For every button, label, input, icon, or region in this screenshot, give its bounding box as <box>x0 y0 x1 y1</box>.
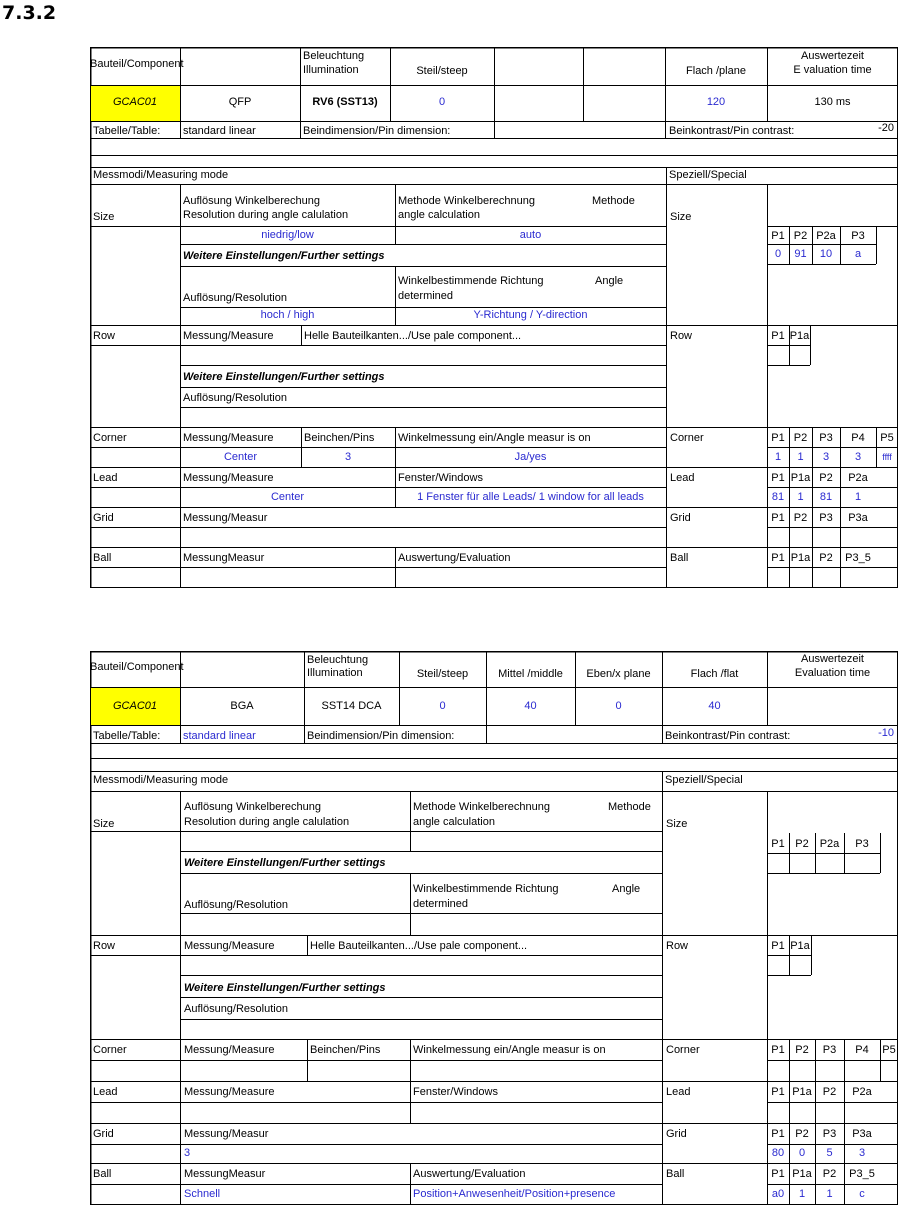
res-angle-label-en: Resolution during angle calulation <box>183 209 349 221</box>
size-label: Size <box>93 211 115 223</box>
corner-param-value: ffff <box>882 452 892 462</box>
ball-label: Ball <box>93 552 112 564</box>
illumination-header-en: Illumination <box>307 667 363 679</box>
method-label-tail: Methode <box>608 801 651 813</box>
special-ball-label: Ball <box>670 552 689 564</box>
direction-label-de: Winkelbestimmende Richtung <box>413 883 559 895</box>
middle-value: 40 <box>524 700 537 712</box>
row-param: P1a <box>790 940 810 952</box>
size-param: P1 <box>771 230 785 242</box>
corner-angle-value: Ja/yes <box>514 451 547 463</box>
lead-param-value: 1 <box>797 491 804 503</box>
lead-measure-label: Messung/Measure <box>184 1086 275 1098</box>
eval-header-de: Auswertezeit <box>801 653 864 665</box>
direction-label-en: determined <box>413 898 469 910</box>
grid-param: P3a <box>848 512 868 524</box>
method-label-de: Methode Winkelberechnung <box>413 801 550 813</box>
ball-measure-label: MessungMeasur <box>184 1168 266 1180</box>
grid-param-value: 3 <box>858 1147 866 1159</box>
pin-contrast-label: Beinkontrast/Pin contrast: <box>665 730 791 742</box>
method-label-en: angle calculation <box>398 209 480 221</box>
ball-param: P1 <box>771 552 785 564</box>
ball-measure-value: Schnell <box>184 1188 221 1200</box>
pin-dimension-label: Beindimension/Pin dimension: <box>307 730 455 742</box>
corner-label: Corner <box>93 1044 127 1056</box>
lead-param: P1a <box>792 1086 812 1098</box>
table-label: Tabelle/Table: <box>93 730 161 742</box>
flat-header: Flach /flat <box>690 668 739 680</box>
table-label: Tabelle/Table: <box>93 125 161 137</box>
lead-windows-value: 1 Fenster für alle Leads/ 1 window for all leads <box>417 491 644 503</box>
grid-label: Grid <box>93 512 114 524</box>
grid-param-value: 5 <box>826 1147 833 1159</box>
grid-param: P2 <box>795 1128 809 1140</box>
row-measure-label: Messung/Measure <box>184 940 275 952</box>
eval-header-de: Auswertezeit <box>801 50 864 62</box>
pin-contrast-value: -10 <box>878 727 894 739</box>
grid-measure-label: Messung/Measur <box>184 1128 269 1140</box>
grid-label: Grid <box>93 1128 114 1140</box>
table-value: standard linear <box>183 730 256 742</box>
res-angle-label-en: Resolution during angle calulation <box>184 816 350 828</box>
bga-settings-table <box>90 651 898 1205</box>
corner-param-value: 3 <box>822 451 830 463</box>
ball-param: P3_5 <box>849 1168 875 1180</box>
corner-param: P2 <box>795 1044 809 1056</box>
corner-measure-label: Messung/Measure <box>184 1044 275 1056</box>
row-further-settings-label: Weitere Einstellungen/Further settings <box>184 982 386 994</box>
size-param: P2 <box>795 838 809 850</box>
res-angle-value: niedrig/low <box>261 229 314 241</box>
flat-value: 40 <box>708 700 721 712</box>
special-lead-label: Lead <box>670 472 695 484</box>
illumination-header-de: Beleuchtung <box>307 654 369 666</box>
corner-param: P4 <box>855 1044 869 1056</box>
corner-pins-label: Beinchen/Pins <box>304 432 375 444</box>
steep-header: Steil/steep <box>416 668 469 680</box>
corner-param: P2 <box>793 432 808 444</box>
size-param: P2a <box>816 230 836 242</box>
resolution-value: hoch / high <box>260 309 315 321</box>
size-param: P3 <box>851 230 865 242</box>
resolution-label: Auflösung/Resolution <box>184 899 288 911</box>
lead-param-value: 81 <box>771 491 785 503</box>
illumination-value: SST14 DCA <box>321 700 382 712</box>
corner-param: P1 <box>771 1044 785 1056</box>
ball-eval-label: Auswertung/Evaluation <box>398 552 511 564</box>
ball-param: P2 <box>819 552 833 564</box>
method-label-en: angle calculation <box>413 816 495 828</box>
steep-value: 0 <box>439 700 446 712</box>
corner-param: P4 <box>851 432 865 444</box>
grid-param: P1 <box>771 512 785 524</box>
size-param-value: 0 <box>774 248 782 260</box>
ball-param-value: a0 <box>771 1188 785 1200</box>
table-value: standard linear <box>183 125 256 137</box>
method-label-tail: Methode <box>592 195 635 207</box>
ball-param: P1a <box>792 1168 812 1180</box>
qfp-settings-table <box>90 47 898 588</box>
lead-param-value: 81 <box>819 491 833 503</box>
steep-value: 0 <box>438 96 446 108</box>
corner-label: Corner <box>93 432 127 444</box>
package-type: QFP <box>228 96 252 108</box>
pin-dimension-label: Beindimension/Pin dimension: <box>303 125 451 137</box>
special-grid-label: Grid <box>666 1128 687 1140</box>
corner-angle-label: Winkelmessung ein/Angle measur is on <box>413 1044 606 1056</box>
direction-label-en: determined <box>398 290 454 302</box>
component-code: GCAC01 <box>112 700 158 712</box>
special-row-label: Row <box>666 940 689 952</box>
lead-param: P2 <box>819 472 833 484</box>
special-label: Speziell/Special <box>669 169 747 181</box>
measuring-mode-label: Messmodi/Measuring mode <box>93 774 229 786</box>
row-measure-label: Messung/Measure <box>183 330 274 342</box>
lead-param: P1 <box>771 472 785 484</box>
lead-param-value: 1 <box>854 491 862 503</box>
component-code: GCAC01 <box>112 96 158 108</box>
row-label: Row <box>93 940 116 952</box>
pin-contrast-value: -20 <box>878 122 894 134</box>
ball-param-value: 1 <box>798 1188 806 1200</box>
middle-header: Mittel /middle <box>498 668 563 680</box>
pale-component-label: Helle Bauteilkanten.../Use pale component... <box>310 940 528 952</box>
special-grid-label: Grid <box>670 512 691 524</box>
measuring-mode-label: Messmodi/Measuring mode <box>93 169 229 181</box>
flat-header: Flach /plane <box>686 65 746 77</box>
steep-header: Steil/steep <box>416 65 468 77</box>
grid-param-value: 0 <box>798 1147 806 1159</box>
corner-param-value: 3 <box>854 451 862 463</box>
corner-param-value: 1 <box>797 451 804 463</box>
size-param: P2 <box>793 230 808 242</box>
illumination-header-en: Illumination <box>303 64 359 76</box>
lead-windows-label: Fenster/Windows <box>413 1086 498 1098</box>
corner-pins-value: 3 <box>344 451 352 463</box>
ball-param: P3_5 <box>845 552 871 564</box>
illumination-header-de: Beleuchtung <box>303 50 365 62</box>
further-settings-label: Weitere Einstellungen/Further settings <box>184 857 386 869</box>
corner-param: P3 <box>819 432 833 444</box>
row-param: P1 <box>771 940 785 952</box>
row-param: P1 <box>771 330 785 342</box>
special-size-label: Size <box>666 818 688 830</box>
ball-param: P2 <box>822 1168 837 1180</box>
special-size-label: Size <box>670 211 692 223</box>
eben-header: Eben/x plane <box>586 668 651 680</box>
component-header: Bauteil/Component <box>90 661 184 673</box>
corner-param: P5 <box>882 1044 896 1056</box>
res-angle-label-de: Auflösung Winkelberechung <box>184 801 321 813</box>
size-label: Size <box>93 818 115 830</box>
res-angle-label-de: Auflösung Winkelberechung <box>183 195 320 207</box>
special-corner-label: Corner <box>670 432 704 444</box>
ball-label: Ball <box>93 1168 112 1180</box>
special-lead-label: Lead <box>666 1086 691 1098</box>
row-further-settings-label: Weitere Einstellungen/Further settings <box>183 371 385 383</box>
further-settings-label: Weitere Einstellungen/Further settings <box>183 250 385 262</box>
corner-angle-label: Winkelmessung ein/Angle measur is on <box>398 432 591 444</box>
package-type: BGA <box>230 700 254 712</box>
direction-label-de: Winkelbestimmende Richtung <box>398 275 544 287</box>
grid-param: P3 <box>819 512 833 524</box>
ball-measure-label: MessungMeasur <box>183 552 265 564</box>
pin-contrast-label: Beinkontrast/Pin contrast: <box>669 125 795 137</box>
method-value: auto <box>519 229 542 241</box>
direction-value: Y-Richtung / Y-direction <box>473 309 588 321</box>
lead-param: P2a <box>852 1086 872 1098</box>
ball-param: P1a <box>790 552 811 564</box>
eval-time-value: 130 ms <box>814 96 851 108</box>
grid-param-value: 80 <box>771 1147 785 1159</box>
corner-pins-label: Beinchen/Pins <box>310 1044 381 1056</box>
lead-param: P2a <box>848 472 868 484</box>
special-corner-label: Corner <box>666 1044 700 1056</box>
lead-measure-label: Messung/Measure <box>183 472 274 484</box>
ball-param-value: 1 <box>826 1188 833 1200</box>
size-param-value: 10 <box>819 248 833 260</box>
corner-param-value: 1 <box>774 451 782 463</box>
corner-measure-label: Messung/Measure <box>183 432 274 444</box>
eval-header-en: E valuation time <box>793 64 872 76</box>
ball-param: P1 <box>771 1168 785 1180</box>
size-param-value: 91 <box>794 248 807 260</box>
eben-value: 0 <box>615 700 622 712</box>
lead-windows-label: Fenster/Windows <box>398 472 483 484</box>
grid-param: P3 <box>822 1128 837 1140</box>
lead-measure-value: Center <box>270 491 305 503</box>
grid-param: P3a <box>852 1128 872 1140</box>
lead-param: P1 <box>771 1086 785 1098</box>
illumination-value: RV6 (SST13) <box>312 96 378 108</box>
lead-param: P1a <box>790 472 811 484</box>
corner-param: P3 <box>822 1044 837 1056</box>
grid-param: P2 <box>793 512 808 524</box>
size-param: P1 <box>771 838 785 850</box>
direction-label-tail: Angle <box>595 275 624 287</box>
section-number: 7.3.2 <box>2 2 57 24</box>
special-ball-label: Ball <box>666 1168 685 1180</box>
corner-measure-value: Center <box>223 451 258 463</box>
ball-param-value: c <box>859 1188 865 1200</box>
method-label-de: Methode Winkelberechnung <box>398 195 535 207</box>
lead-label: Lead <box>93 472 118 484</box>
size-param: P2a <box>819 838 840 850</box>
lead-param: P2 <box>822 1086 837 1098</box>
size-param-value: a <box>854 248 862 260</box>
row-resolution-label: Auflösung/Resolution <box>183 392 287 404</box>
corner-param: P5 <box>880 432 894 444</box>
ball-eval-label: Auswertung/Evaluation <box>413 1168 526 1180</box>
pale-component-label: Helle Bauteilkanten.../Use pale component... <box>304 330 522 342</box>
resolution-label: Auflösung/Resolution <box>183 292 287 304</box>
eval-header-en: Evaluation time <box>794 667 871 679</box>
grid-param: P1 <box>771 1128 785 1140</box>
ball-eval-value: Position+Anwesenheit/Position+presence <box>413 1188 616 1200</box>
special-row-label: Row <box>670 330 693 342</box>
corner-param: P1 <box>771 432 785 444</box>
grid-measure-value: 3 <box>184 1147 191 1159</box>
row-param: P1a <box>789 330 810 342</box>
flat-value: 120 <box>706 96 726 108</box>
lead-label: Lead <box>93 1086 118 1098</box>
direction-label-tail: Angle <box>612 883 641 895</box>
component-header: Bauteil/Component <box>90 58 184 70</box>
special-label: Speziell/Special <box>665 774 743 786</box>
row-resolution-label: Auflösung/Resolution <box>184 1003 288 1015</box>
size-param: P3 <box>855 838 869 850</box>
grid-measure-label: Messung/Measur <box>183 512 268 524</box>
row-label: Row <box>93 330 116 342</box>
